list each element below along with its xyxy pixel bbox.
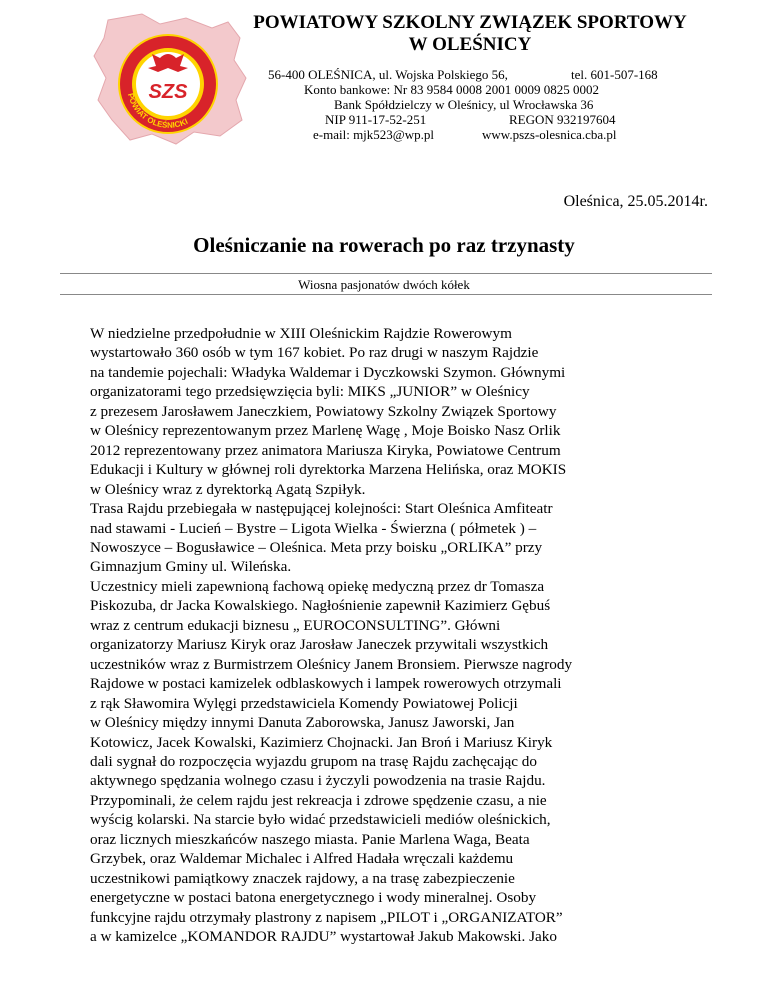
body-line: 2012 reprezentowany przez animatora Mariusza Kiryka, Powiatowe Centrum <box>90 441 561 459</box>
bank-name: Bank Spółdzielczy w Oleśnicy, ul Wrocławska 36 <box>334 97 594 112</box>
article-subtitle: Wiosna pasjonatów dwóch kółek <box>298 277 470 292</box>
body-line: w Oleśnicy między innymi Danuta Zaborowska, Janusz Jaworski, Jan <box>90 714 515 732</box>
body-line: wraz z centrum edukacji biznesu „ EUROCONSULTING”. Główni <box>90 616 501 634</box>
body-line: a w kamizelce „KOMANDOR RAJDU” wystartował Jakub Makowski. Jako <box>90 928 557 946</box>
body-line: wyścig kolarski. Na starcie było widać przedstawicieli mediów oleśnickich, <box>90 811 551 829</box>
body-line: uczestnikowi pamiątkowy znaczek rajdowy, a na trasę zabezpieczenie <box>90 869 515 887</box>
org-name-line2: W OLEŚNICY <box>408 34 532 55</box>
body-line: Rajdowe w postaci kamizelek odblaskowych i lampek rowerowych otrzymali <box>90 675 562 693</box>
document-date: Oleśnica, 25.05.2014r. <box>563 193 708 210</box>
phone: tel. 601-507-168 <box>571 67 658 82</box>
svg-text:POWIAT OLEŚNICKI: POWIAT OLEŚNICKI <box>125 92 190 130</box>
body-line: Piskozuba, dr Jacka Kowalskiego. Nagłośnienie zapewnił Kazimierz Gębuś <box>90 597 551 615</box>
divider-top <box>60 273 712 274</box>
body-line: wystartowało 360 osób w tym 167 kobiet. Po raz drugi w naszym Rajdzie <box>90 344 539 362</box>
body-line: uczestników wraz z Burmistrzem Oleśnicy Janem Bronsiem. Pierwsze nagrody <box>90 655 573 673</box>
body-line: organizatorzy Mariusz Kiryk oraz Jarosław Janeczek przywitali wszystkich <box>90 636 549 654</box>
nip: NIP 911-17-52-251 <box>325 112 427 127</box>
body-line: dali sygnał do rozpoczęcia wyjazdu grupom na trasę Rajdu zachęcając do <box>90 752 537 770</box>
body-line: w Oleśnicy reprezentowanym przez Marlenę Wagę , Moje Boisko Nasz Orlik <box>90 422 561 440</box>
body-line: w Oleśnicy wraz z dyrektorką Agatą Szpiłyk. <box>90 480 366 498</box>
body-line: Nowoszyce – Bogusławice – Oleśnica. Meta przy boisku „ORLIKA” przy <box>90 538 543 556</box>
body-line: funkcyjne rajdu otrzymały plastrony z napisem „PILOT i „ORGANIZATOR” <box>90 908 563 926</box>
email[interactable]: e-mail: mjk523@wp.pl <box>313 127 435 142</box>
body-line: nad stawami - Lucień – Bystre – Ligota Wielka - Świerzna ( półmetek ) – <box>90 519 537 537</box>
body-line: Grzybek, oraz Waldemar Michalec i Alfred Hadała wręczali każdemu <box>90 850 514 868</box>
bank-account: Konto bankowe: Nr 83 9584 0008 2001 0009 0825 0002 <box>304 82 600 97</box>
body-line: Kotowicz, Jacek Kowalski, Kazimierz Chojnacki. Jan Broń i Mariusz Kiryk <box>90 733 553 751</box>
divider-bottom <box>60 294 712 295</box>
body-line: Edukacji i Kultury w głównej roli dyrektorka Marzena Helińska, oraz MOKIS <box>90 461 567 479</box>
body-line: oraz licznych mieszkańców naszego miasta. Panie Marlena Waga, Beata <box>90 830 530 848</box>
body-line: organizatorami tego przedsięwzięcia byli: MIKS „JUNIOR” w Oleśnicy <box>90 383 530 401</box>
regon: REGON 932197604 <box>509 112 616 127</box>
body-line: aktywnego spędzania wolnego czasu i życzyli powodzenia na trasie Rajdu. <box>90 772 546 790</box>
address: 56-400 OLEŚNICA, ul. Wojska Polskiego 56, <box>268 67 508 82</box>
body-line: z prezesem Jarosławem Janeczkiem, Powiatowy Szkolny Związek Sportowy <box>90 402 557 420</box>
article-body <box>90 324 730 947</box>
body-line: W niedzielne przedpołudnie w XIII Oleśnickim Rajdzie Rowerowym <box>90 325 512 342</box>
body-line: na tandemie pojechali: Władyka Waldemar i Dyczkowski Szymon. Głównymi <box>90 363 566 381</box>
body-line: z rąk Sławomira Wylęgi przedstawiciela Komendy Powiatowej Policji <box>90 694 518 712</box>
body-line: energetyczne w postaci batona energetycznego i wody mineralnej. Osoby <box>90 889 537 907</box>
body-line: Przypominali, że celem rajdu jest rekreacja i zdrowe spędzenie czasu, a nie <box>90 791 547 809</box>
website-link[interactable]: www.pszs-olesnica.cba.pl <box>482 127 617 142</box>
org-name-line1: POWIATOWY SZKOLNY ZWIĄZEK SPORTOWY <box>253 12 687 33</box>
article-title: Oleśniczanie na rowerach po raz trzynasty <box>193 233 575 257</box>
body-line: Uczestnicy mieli zapewnioną fachową opiekę medyczną przez dr Tomasza <box>90 577 545 595</box>
svg-text:SZS: SZS <box>148 81 188 103</box>
body-line: Gimnazjum Gminy ul. Wileńska. <box>90 558 292 576</box>
body-line: Trasa Rajdu przebiegała w następującej kolejności: Start Oleśnica Amfiteatr <box>90 500 553 518</box>
